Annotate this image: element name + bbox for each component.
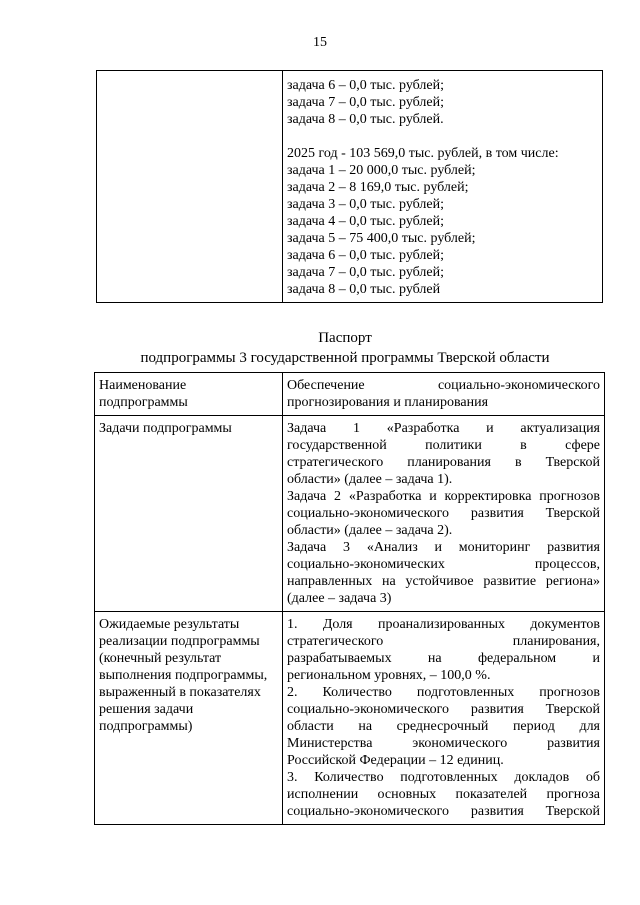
funding-line: задача 4 – 0,0 тыс. рублей; xyxy=(287,214,445,229)
value-cell xyxy=(283,612,605,825)
passport-row-name xyxy=(95,373,605,416)
funding-line: задача 8 – 0,0 тыс. рублей xyxy=(287,282,441,297)
label-line: Ожидаемые результаты xyxy=(99,617,240,632)
label-cell xyxy=(95,612,283,825)
value-line: области на среднесрочный период для xyxy=(287,719,600,734)
funding-line-blank xyxy=(287,128,598,145)
value-line: социально-экономических процессов, xyxy=(287,557,600,572)
value-line: Задача 2 «Разработка и корректировка прогнозов xyxy=(287,489,600,504)
label-cell xyxy=(95,416,283,612)
value-line: 1. Доля проанализированных документов xyxy=(287,617,600,632)
value-line: исполнении основных показателей прогноза xyxy=(287,787,600,802)
value-line: области» (далее – задача 2). xyxy=(287,523,453,538)
label-line: подпрограммы) xyxy=(99,719,193,734)
label-cell xyxy=(95,373,283,416)
funding-line: задача 1 – 20 000,0 тыс. рублей; xyxy=(287,163,476,178)
value-line: (далее – задача 3) xyxy=(287,591,392,606)
label-line: Задачи подпрограммы xyxy=(99,421,232,436)
label-line: выполнения подпрограммы, xyxy=(99,668,268,683)
value-cell xyxy=(283,416,605,612)
label-line: решения задачи xyxy=(99,702,194,717)
value-line: области» (далее – задача 1). xyxy=(287,472,453,487)
value-line: Задача 3 «Анализ и мониторинг развития xyxy=(287,540,600,555)
funding-year-line: 2025 год - 103 569,0 тыс. рублей, в том числе: xyxy=(287,146,559,161)
value-line: социально-экономического развития Тверской xyxy=(287,702,600,717)
label-line: (конечный результат xyxy=(99,651,222,666)
label-line: реализации подпрограммы xyxy=(99,634,260,649)
value-line: стратегического планирования, xyxy=(287,634,600,649)
funding-values-cell xyxy=(283,71,603,303)
label-line: подпрограммы xyxy=(99,395,188,410)
passport-subtitle: подпрограммы 3 государственной программы Тверской области xyxy=(140,350,550,366)
passport-title: Паспорт xyxy=(318,330,372,346)
funding-line: задача 3 – 0,0 тыс. рублей; xyxy=(287,197,445,212)
funding-label-cell xyxy=(97,71,283,303)
passport-row-results xyxy=(95,612,605,825)
funding-line: задача 6 – 0,0 тыс. рублей; xyxy=(287,248,445,263)
value-cell xyxy=(283,373,605,416)
value-line: направленных на устойчивое развитие региона» xyxy=(287,574,600,589)
funding-line: задача 2 – 8 169,0 тыс. рублей; xyxy=(287,180,469,195)
value-line: Российской Федерации – 12 единиц. xyxy=(287,753,504,768)
value-line: Министерства экономического развития xyxy=(287,736,600,751)
value-line: государственной политики в сфере xyxy=(287,438,600,453)
funding-line: задача 6 – 0,0 тыс. рублей; xyxy=(287,78,445,93)
value-line: социально-экономического развития Тверской xyxy=(287,506,600,521)
value-line: 3. Количество подготовленных докладов об xyxy=(287,770,600,785)
value-line: Обеспечение социально-экономического xyxy=(287,378,600,393)
value-line: социально-экономического развития Тверской xyxy=(287,804,600,819)
value-line: региональном уровнях, – 100,0 %. xyxy=(287,668,491,683)
funding-line: задача 7 – 0,0 тыс. рублей; xyxy=(287,265,445,280)
funding-line: задача 8 – 0,0 тыс. рублей. xyxy=(287,112,444,127)
page-number: 15 xyxy=(313,35,327,50)
passport-table xyxy=(94,372,605,825)
funding-line: задача 5 – 75 400,0 тыс. рублей; xyxy=(287,231,476,246)
value-line: стратегического планирования в Тверской xyxy=(287,455,600,470)
value-line: Задача 1 «Разработка и актуализация xyxy=(287,421,600,436)
value-line: прогнозирования и планирования xyxy=(287,395,489,410)
label-line: выраженный в показателях xyxy=(99,685,261,700)
value-line: разрабатываемых на федеральном и xyxy=(287,651,600,666)
label-line: Наименование xyxy=(99,378,187,393)
funding-line: задача 7 – 0,0 тыс. рублей; xyxy=(287,95,445,110)
passport-row-tasks xyxy=(95,416,605,612)
funding-table xyxy=(96,70,603,303)
funding-row xyxy=(97,71,603,303)
value-line: 2. Количество подготовленных прогнозов xyxy=(287,685,600,700)
passport-heading xyxy=(0,328,640,368)
